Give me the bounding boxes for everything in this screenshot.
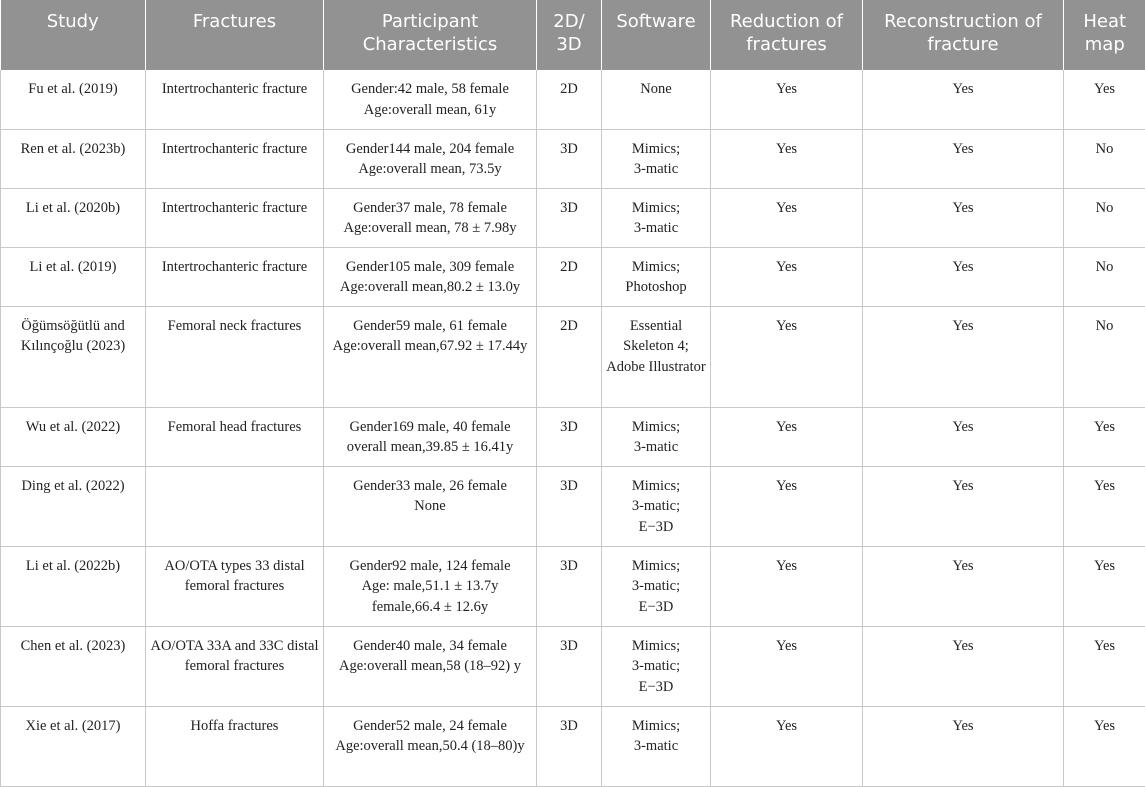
cell-fractures: [146, 466, 324, 546]
software-line: 3-matic;: [631, 658, 681, 674]
participants-line: overall mean,39.85 ± 16.41y: [346, 439, 514, 455]
cell-heat-map: No: [1064, 188, 1145, 247]
cell-participants: [324, 129, 537, 188]
cell-software: [602, 247, 711, 306]
participants-line: Age:overall mean,50.4 (18–80)y: [335, 738, 525, 754]
cell-reduction: Yes: [711, 306, 863, 407]
software-line: E−3D: [638, 598, 674, 615]
participants-line: female,66.4 ± 12.6y: [371, 598, 489, 615]
participants-line: Age:overall mean,58 (18–92) y: [338, 658, 521, 674]
cell-software: [602, 407, 711, 466]
cell-software: [602, 129, 711, 188]
cell-heat-map: No: [1064, 129, 1145, 188]
software-line: 3-matic;: [631, 498, 681, 514]
header-heat-map: Heat map: [1064, 0, 1145, 70]
cell-reconstruction: Yes: [863, 546, 1064, 626]
table-row: [1, 188, 1145, 247]
cell-study: Fu et al. (2019): [1, 70, 146, 129]
header-fractures: Fractures: [146, 0, 324, 70]
header-software: Software: [602, 0, 711, 70]
cell-reduction: Yes: [711, 706, 863, 786]
table-body: [1, 70, 1145, 786]
software-line: E−3D: [638, 518, 674, 535]
cell-reduction: Yes: [711, 466, 863, 546]
cell-participants: [324, 706, 537, 786]
cell-dimension: 2D: [537, 70, 602, 129]
cell-dimension: 3D: [537, 129, 602, 188]
cell-dimension: 3D: [537, 546, 602, 626]
software-line: 3-matic: [633, 161, 679, 177]
software-line: None: [640, 81, 672, 97]
participants-line: Gender59 male, 61 female: [353, 317, 507, 334]
software-line: E−3D: [638, 678, 674, 695]
cell-fractures: Intertrochanteric fracture: [146, 129, 324, 188]
cell-software: [602, 626, 711, 706]
participants-line: Gender40 male, 34 female: [353, 637, 507, 654]
cell-fractures: Intertrochanteric fracture: [146, 247, 324, 306]
software-line: Mimics;: [631, 418, 681, 435]
cell-study: Chen et al. (2023): [1, 626, 146, 706]
cell-fractures: Intertrochanteric fracture: [146, 188, 324, 247]
software-line: Adobe Illustrator: [606, 358, 706, 375]
table-row: [1, 626, 1145, 706]
cell-participants: [324, 466, 537, 546]
cell-software: [602, 466, 711, 546]
software-line: 3-matic: [633, 439, 679, 455]
cell-reconstruction: Yes: [863, 70, 1064, 129]
cell-reduction: Yes: [711, 70, 863, 129]
cell-reconstruction: Yes: [863, 466, 1064, 546]
cell-study: Ding et al. (2022): [1, 466, 146, 546]
participants-line: Gender144 male, 204 female: [345, 140, 515, 157]
cell-study: Li et al. (2019): [1, 247, 146, 306]
table-row: [1, 129, 1145, 188]
cell-dimension: 3D: [537, 188, 602, 247]
participants-line: Age: male,51.1 ± 13.7y: [361, 578, 499, 594]
software-line: Photoshop: [625, 279, 687, 295]
cell-participants: [324, 188, 537, 247]
cell-software: [602, 546, 711, 626]
cell-study: Ren et al. (2023b): [1, 129, 146, 188]
cell-reduction: Yes: [711, 129, 863, 188]
cell-reconstruction: Yes: [863, 407, 1064, 466]
software-line: Mimics;: [631, 258, 681, 275]
cell-heat-map: Yes: [1064, 626, 1145, 706]
table-row: [1, 407, 1145, 466]
software-line: Essential Skeleton 4;: [623, 317, 689, 354]
cell-reconstruction: Yes: [863, 129, 1064, 188]
cell-fractures: AO/OTA 33A and 33C distal femoral fractures: [146, 626, 324, 706]
cell-fractures: Intertrochanteric fracture: [146, 70, 324, 129]
table-header: [1, 0, 1145, 70]
cell-software: [602, 306, 711, 407]
cell-fractures: Femoral neck fractures: [146, 306, 324, 407]
cell-participants: [324, 70, 537, 129]
cell-reconstruction: Yes: [863, 306, 1064, 407]
cell-study: Wu et al. (2022): [1, 407, 146, 466]
cell-heat-map: No: [1064, 247, 1145, 306]
participants-line: Gender92 male, 124 female: [349, 557, 511, 574]
cell-study: Li et al. (2020b): [1, 188, 146, 247]
header-reconstruction: Reconstruction of fracture: [863, 0, 1064, 70]
cell-heat-map: Yes: [1064, 546, 1145, 626]
participants-line: Gender:42 male, 58 female: [351, 81, 509, 97]
participants-line: Age:overall mean, 78 ± 7.98y: [343, 220, 517, 236]
cell-reduction: Yes: [711, 247, 863, 306]
cell-dimension: 2D: [537, 247, 602, 306]
cell-reduction: Yes: [711, 188, 863, 247]
cell-reduction: Yes: [711, 546, 863, 626]
table-row: [1, 70, 1145, 129]
participants-line: Age:overall mean,67.92 ± 17.44y: [332, 338, 528, 354]
cell-dimension: 2D: [537, 306, 602, 407]
cell-participants: [324, 247, 537, 306]
cell-reconstruction: Yes: [863, 626, 1064, 706]
participants-line: Gender169 male, 40 female: [349, 418, 511, 435]
cell-study: Öğümsöğütlü and Kılınçoğlu (2023): [1, 306, 146, 407]
software-line: Mimics;: [631, 557, 681, 574]
table-row: [1, 546, 1145, 626]
header-participant-characteristics: Participant Characteristics: [324, 0, 537, 70]
participants-line: Age:overall mean, 61y: [363, 101, 497, 118]
cell-dimension: 3D: [537, 706, 602, 786]
software-line: Mimics;: [631, 477, 681, 494]
cell-software: [602, 70, 711, 129]
cell-software: [602, 706, 711, 786]
cell-heat-map: Yes: [1064, 466, 1145, 546]
cell-dimension: 3D: [537, 407, 602, 466]
cell-fractures: Femoral head fractures: [146, 407, 324, 466]
header-reduction: Reduction of fractures: [711, 0, 863, 70]
software-line: Mimics;: [631, 140, 681, 157]
cell-participants: [324, 306, 537, 407]
header-study: Study: [1, 0, 146, 70]
software-line: Mimics;: [631, 717, 681, 734]
cell-dimension: 3D: [537, 626, 602, 706]
cell-reduction: Yes: [711, 626, 863, 706]
participants-line: Age:overall mean,80.2 ± 13.0y: [339, 279, 521, 295]
header-dimension: 2D/ 3D: [537, 0, 602, 70]
participants-line: Gender52 male, 24 female: [353, 717, 507, 734]
participants-line: Gender37 male, 78 female: [353, 199, 507, 216]
software-line: Mimics;: [631, 199, 681, 216]
cell-dimension: 3D: [537, 466, 602, 546]
cell-software: [602, 188, 711, 247]
table-row: [1, 706, 1145, 786]
software-line: 3-matic: [633, 220, 679, 236]
software-line: 3-matic;: [631, 578, 681, 594]
cell-fractures: AO/OTA types 33 distal femoral fractures: [146, 546, 324, 626]
table-row: [1, 247, 1145, 306]
cell-reconstruction: Yes: [863, 188, 1064, 247]
table-row: [1, 466, 1145, 546]
software-line: 3-matic: [633, 738, 679, 754]
cell-fractures: Hoffa fractures: [146, 706, 324, 786]
header-row: [1, 0, 1145, 70]
cell-heat-map: Yes: [1064, 706, 1145, 786]
cell-reduction: Yes: [711, 407, 863, 466]
participants-line: None: [414, 498, 446, 514]
cell-heat-map: No: [1064, 306, 1145, 407]
cell-reconstruction: Yes: [863, 706, 1064, 786]
cell-participants: [324, 407, 537, 466]
cell-study: Li et al. (2022b): [1, 546, 146, 626]
cell-heat-map: Yes: [1064, 70, 1145, 129]
participants-line: Age:overall mean, 73.5y: [358, 161, 502, 177]
cell-study: Xie et al. (2017): [1, 706, 146, 786]
cell-reconstruction: Yes: [863, 247, 1064, 306]
software-line: Mimics;: [631, 637, 681, 654]
table-row: [1, 306, 1145, 407]
participants-line: Gender105 male, 309 female: [345, 258, 515, 275]
participants-line: Gender33 male, 26 female: [353, 477, 507, 494]
cell-participants: [324, 546, 537, 626]
cell-heat-map: Yes: [1064, 407, 1145, 466]
cell-participants: [324, 626, 537, 706]
